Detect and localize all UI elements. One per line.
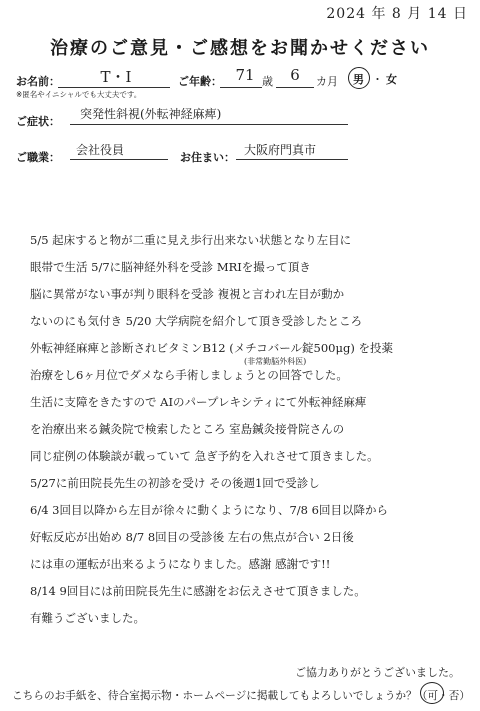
body-line: 眼帯で生活 5/7に脳神経外科を受診 MRIを撮って頂き [30, 260, 311, 274]
age-unit: 歳 [262, 75, 273, 88]
months-value: 6 [290, 66, 300, 84]
age-underline [220, 87, 262, 88]
symptom-value: 突発性斜視(外転神経麻痺) [80, 107, 222, 121]
sex-female-option: 女 [386, 73, 397, 86]
name-value: T・I [100, 68, 132, 86]
letter-date: 2024 年 8 月 14 日 [326, 6, 468, 22]
months-underline [276, 87, 314, 88]
body-line: 5/5 起床すると物が二重に見え歩行出来ない状態となり左目に [30, 233, 352, 247]
body-line: 治療をし6ヶ月位でダメなら手術しましょうとの回答でした。 [30, 368, 348, 382]
name-underline [58, 87, 170, 88]
occupation-value: 会社役員 [76, 143, 125, 157]
age-value: 71 [235, 66, 255, 84]
symptom-label: ご症状： [16, 115, 60, 128]
body-line: を治療出来る鍼灸院で検索したところ 室島鍼灸接骨院さんの [30, 422, 345, 436]
name-label: お名前： [16, 75, 60, 88]
body-line: 5/27に前田院長先生の初診を受け その後週1回で受診し [30, 476, 320, 490]
address-value: 大阪府門真市 [244, 143, 317, 157]
address-label: お住まい： [180, 151, 235, 164]
occupation-label: ご職業： [16, 151, 60, 164]
body-line: 脳に異常がない事が判り眼科を受診 複視と言われ左目が動か [30, 287, 345, 301]
age-label: ご年齢： [178, 75, 222, 88]
sex-separator: ・ [372, 73, 383, 86]
consent-yes-circle [420, 682, 444, 704]
body-line: ないのにも気付き 5/20 大学病院を紹介して頂き受診したところ [30, 314, 363, 328]
address-underline [236, 159, 348, 160]
body-ruby-annotation: (非常勤脳外科医) [244, 357, 307, 366]
body-line: 好転反応が出始め 8/7 8回目の受診後 左右の焦点が合い 2日後 [30, 530, 354, 544]
thanks-message: ご協力ありがとうございました。 [295, 666, 460, 679]
months-unit: カ月 [316, 75, 338, 88]
body-line: 6/4 3回目以降から左目が徐々に動くようになり、7/8 6回目以降から [30, 503, 388, 517]
symptom-underline [70, 124, 348, 125]
body-line: 8/14 9回目には前田院長先生に感謝をお伝えさせて頂きました。 [30, 584, 366, 598]
body-line: 生活に支障をきたすので AIのパープレキシティにて外転神経麻痺 [30, 395, 367, 409]
body-line: 外転神経麻痺と診断されビタミンB12 (メチコバール錠500μg) を投薬 [30, 341, 393, 355]
occupation-underline [70, 159, 168, 160]
publication-consent-question: こちらのお手紙を、待合室掲示物・ホームページに掲載してもよろしいでしょうか？（可・否） [12, 689, 470, 702]
body-line: 同じ症例の体験談が載っていて 急ぎ予約を入れさせて頂きました。 [30, 449, 379, 463]
body-line: には車の運転が出来るようになりました。感謝 感謝です!! [30, 557, 331, 571]
sex-male-option: 男 [353, 73, 364, 86]
page-title: 治療のご意見・ご感想をお聞かせください [50, 38, 430, 59]
body-line: 有難うございました。 [30, 611, 145, 625]
name-note: ※匿名やイニシャルでも大丈夫です。 [16, 90, 142, 99]
